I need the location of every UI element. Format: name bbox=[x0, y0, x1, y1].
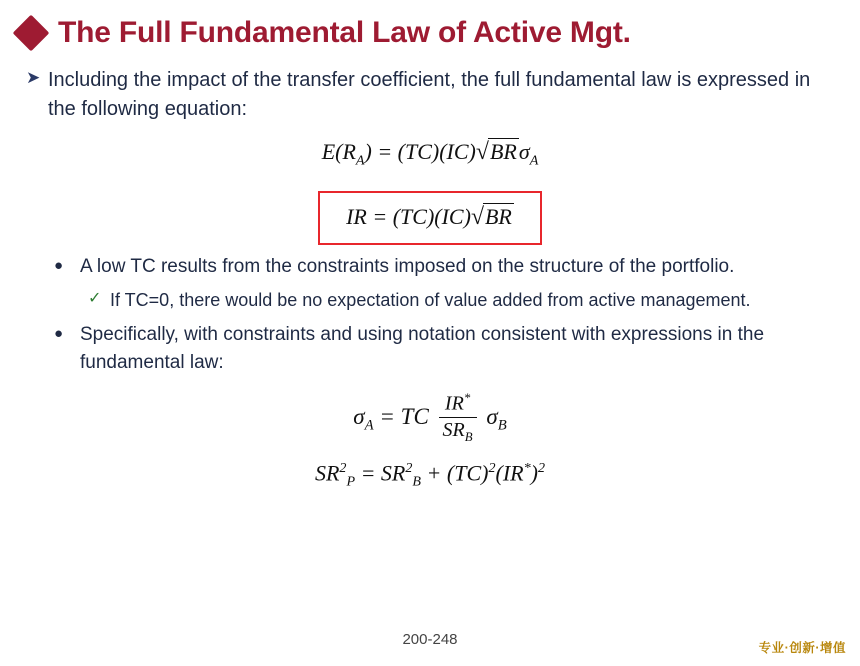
disc-bullet-icon-2: ● bbox=[54, 325, 64, 343]
equation-2-expression bbox=[346, 203, 514, 231]
equation-4 bbox=[26, 460, 834, 491]
eq4-rhs1-sub: B bbox=[412, 473, 422, 490]
eq3-fraction-denominator bbox=[439, 418, 477, 445]
eq1-lhs-sub: A bbox=[355, 152, 365, 169]
bullet-level2-b-text: Specifically, with constraints and using notation consistent with expressions in the fundamental law: bbox=[80, 324, 765, 373]
eq4-equals: = SR bbox=[360, 460, 406, 486]
eq4-lhs-sup: 2 bbox=[339, 459, 347, 476]
bullet-level2-a-text: A low TC results from the constraints imposed on the structure of the portfolio. bbox=[80, 256, 735, 278]
eq3-fraction bbox=[439, 391, 477, 445]
eq4-last-sup2: 2 bbox=[537, 459, 546, 476]
eq1-tail-sub: A bbox=[529, 152, 539, 169]
eq3-tail-sub: B bbox=[497, 417, 507, 434]
eq1-radical-icon: √ bbox=[475, 139, 489, 165]
eq3-sigma: σ bbox=[353, 404, 365, 430]
eq1-lhs: E(R bbox=[321, 139, 356, 164]
equation-2-box bbox=[318, 191, 542, 245]
eq3-den-sub: B bbox=[464, 429, 473, 444]
eq4-lhs: SR bbox=[314, 460, 340, 486]
slide-body bbox=[0, 50, 860, 491]
disc-bullet-icon: ● bbox=[54, 257, 64, 275]
eq4-last: (IR bbox=[495, 460, 524, 486]
eq2-under-radical: BR bbox=[484, 204, 512, 230]
eq2-lhs: IR = (TC)(IC) bbox=[346, 204, 471, 230]
equation-4-expression bbox=[315, 460, 545, 491]
eq1-lhs-close: ) = (TC)(IC) bbox=[364, 139, 476, 164]
eq2-radical-icon: √ bbox=[470, 204, 484, 231]
eq4-last-close: ) bbox=[530, 460, 538, 486]
arrow-bullet-icon: ➤ bbox=[26, 68, 41, 87]
eq3-tail-sigma: σ bbox=[486, 404, 498, 430]
bullet-level3-a-text: If TC=0, there would be no expectation of value added from active management. bbox=[110, 289, 751, 310]
eq3-den-text: SR bbox=[442, 418, 465, 441]
eq3-sigma-sub: A bbox=[364, 417, 374, 434]
bullet-level1-text: Including the impact of the transfer coefficient, the full fundamental law is expressed in the following equation: bbox=[48, 69, 811, 120]
eq4-plus-sup: 2 bbox=[488, 459, 496, 476]
eq1-tail: σ bbox=[518, 139, 530, 164]
eq4-plus: + (TC) bbox=[426, 460, 489, 486]
page-number: 200-248 bbox=[402, 631, 458, 648]
eq4-last-sup1: * bbox=[523, 459, 531, 476]
eq4-rhs1-sup: 2 bbox=[405, 459, 413, 476]
equation-3 bbox=[26, 392, 834, 446]
page-title: The Full Fundamental Law of Active Mgt. bbox=[58, 16, 631, 49]
bullet-level3-a bbox=[88, 287, 834, 313]
bullet-level2-a bbox=[54, 253, 834, 281]
eq3-num-sup: * bbox=[463, 391, 471, 406]
equation-1 bbox=[26, 138, 834, 169]
eq1-under-radical: BR bbox=[489, 139, 517, 164]
equation-1-expression bbox=[322, 138, 539, 169]
check-bullet-icon: ✓ bbox=[88, 289, 102, 307]
eq4-lhs-sub: P bbox=[346, 473, 356, 490]
slide-title-row bbox=[0, 0, 860, 50]
diamond-icon bbox=[13, 15, 50, 52]
equation-3-expression bbox=[353, 392, 506, 446]
eq3-equals: = TC bbox=[379, 404, 429, 430]
eq3-num-text: IR bbox=[444, 392, 464, 415]
eq3-fraction-numerator bbox=[439, 391, 477, 418]
equation-2-boxed-wrapper bbox=[26, 183, 834, 245]
bullet-level2-b bbox=[54, 321, 834, 376]
bullet-level1 bbox=[26, 66, 834, 124]
brand-watermark: 专业·创新·增值 bbox=[758, 641, 846, 655]
